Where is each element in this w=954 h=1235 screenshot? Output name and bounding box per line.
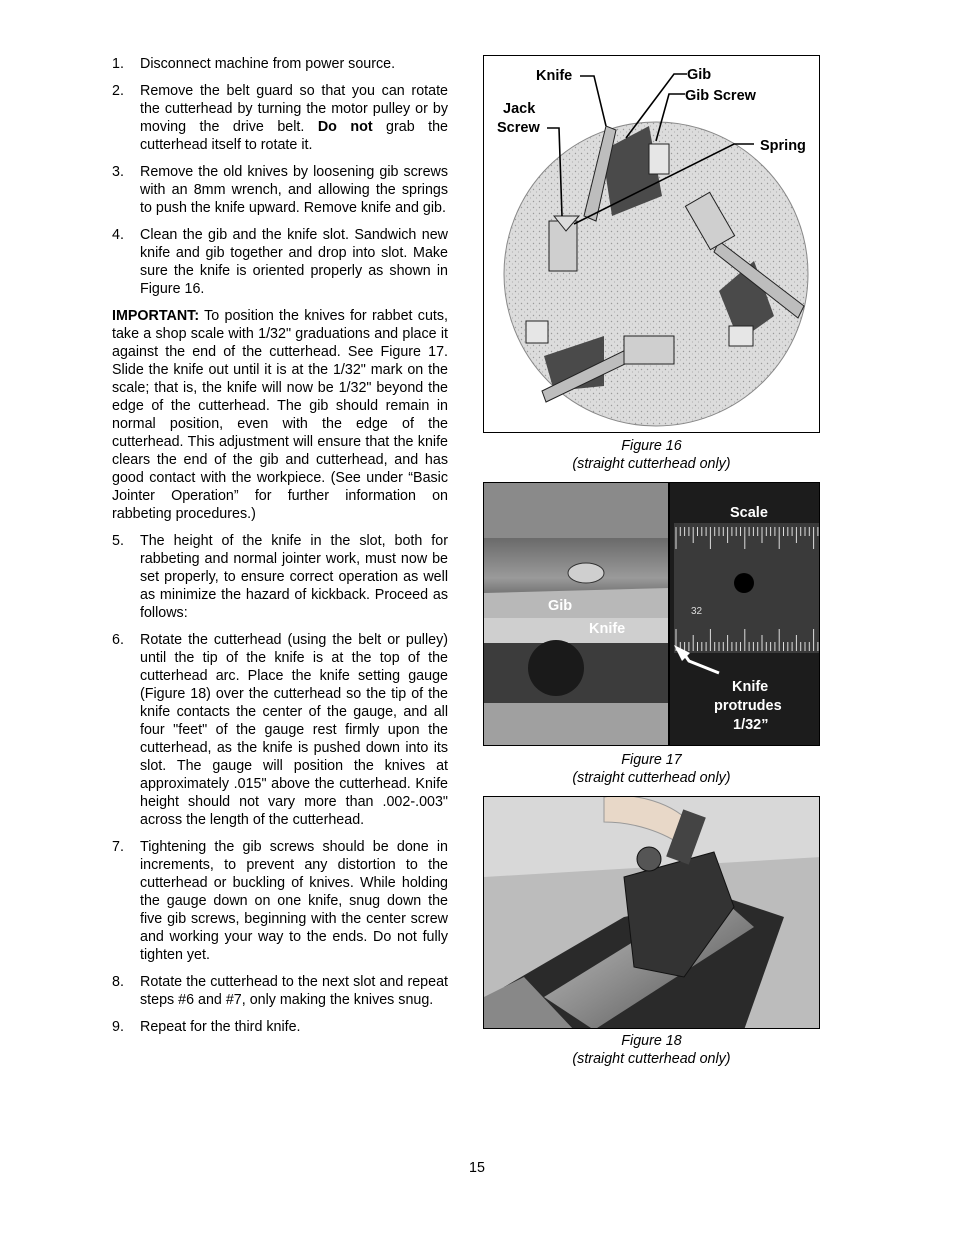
caption-subtitle: (straight cutterhead only) [572,456,731,472]
label-screw: Screw [497,120,540,136]
figure-17-photo [483,482,820,746]
figure-18-photo [483,796,820,1029]
caption-title: Figure 17 [621,752,682,768]
gauge-photo [484,797,820,1029]
step-bold-warning: Do not [317,119,373,135]
step-2 [112,82,448,154]
label-gib: Gib [687,67,712,83]
step-text: Remove the old knives by loosening gib screws with an 8mm wrench, and allowing the springs to push the knife upward. Remove knife and gib. [140,164,448,216]
step-text: Disconnect machine from power source. [140,56,396,72]
step-6 [112,631,448,829]
cutterhead-diagram [484,56,820,433]
step-number: 9. [112,1019,124,1035]
step-4 [112,226,448,298]
step-number: 3. [112,164,124,180]
label-jack: Jack [503,101,536,117]
label-scale: Scale [730,505,768,521]
figure-16-caption [483,437,820,473]
label-knife-protrudes-1: Knife [732,679,769,695]
figure-18-caption [483,1032,820,1068]
figure-17-caption [483,751,820,787]
label-knife-protrudes-3: 1/32” [733,717,769,733]
step-9 [112,1018,448,1036]
instructions-column [112,55,448,1045]
step-number: 6. [112,632,124,648]
label-spring: Spring [760,138,806,154]
step-text: Rotate the cutterhead (using the belt or pulley) until the tip of the knife is at the top of the cutterhead arc. Place the knife setting gauge (Figure 18) over the cutterhead so the tip of the knife contacts the center of the gauge, and all four "feet" of the gauge rest firmly upon the cutterhead, as the knife is pushed down into its slot. The gauge will position the knives at approximately .015" above the cutterhead. Knife height should not vary more than .002-.003" across the length of the cutterhead. [140,632,448,828]
step-1 [112,55,448,73]
step-text-part: Remove the belt guard so that you can rotate the cutterhead by turning the motor pulley or by moving the drive belt. [140,83,448,135]
step-text: The height of the knife in the slot, both for rabbeting and normal jointer work, must now be set properly, to ensure correct operation as well as minimize the hazard of kickback. Proceed as follows: [140,533,448,621]
label-gib-screw: Gib Screw [685,88,756,104]
label-knife-protrudes-2: protrudes [714,698,782,714]
page-number: 15 [469,1160,485,1176]
step-text-part: grab the cutterhead itself to rotate it. [140,119,448,153]
label-knife: Knife [589,621,626,637]
step-number: 8. [112,974,124,990]
step-number: 2. [112,83,124,99]
step-3 [112,163,448,217]
step-text [140,82,448,154]
important-label: IMPORTANT: [112,308,200,324]
step-text: Repeat for the third knife. [140,1019,301,1035]
label-gib: Gib [548,598,573,614]
caption-subtitle: (straight cutterhead only) [572,770,731,786]
step-text: Tightening the gib screws should be done in increments, to prevent any distortion to the cutterhead or buckling of knives. While holding the gauge down on one knife, snug down the five gib screws, beginning with the center screw and working your way to the ends. Do not fully tighten yet. [140,839,448,963]
caption-title: Figure 16 [621,438,682,454]
step-8 [112,973,448,1009]
step-number: 7. [112,839,124,855]
step-5 [112,532,448,622]
step-7 [112,838,448,964]
step-number: 1. [112,56,124,72]
label-knife: Knife [536,68,573,84]
step-number: 5. [112,533,124,549]
figure-16-diagram [483,55,820,433]
caption-subtitle: (straight cutterhead only) [572,1051,731,1067]
important-text: To position the knives for rabbet cuts, take a shop scale with 1/32" graduations and place it against the end of the cutterhead. See Figure 17. Slide the knife out until it is at the 1/32" mark on the scale; that is, the knife will now be 1/32" beyond the edge of the cutterhead. The gib should remain in normal position, even with the edge of the cutterhead. This adjustment will ensure that the knife clears the end of the gib and cutterhead, and has good contact with the workpiece. (See under “Basic Jointer Operation” for further information on rabbeting procedures.) [112,308,448,522]
scale-mark-32: 32 [691,606,703,617]
caption-title: Figure 18 [621,1033,682,1049]
step-text: Clean the gib and the knife slot. Sandwich new knife and gib together and drop into slot. Make sure the knife is oriented properly as shown in Figure 16. [140,227,448,297]
scale-photo [484,483,820,746]
important-note [112,307,448,523]
step-text: Rotate the cutterhead to the next slot and repeat steps #6 and #7, only making the knives snug. [140,974,448,1008]
step-number: 4. [112,227,124,243]
